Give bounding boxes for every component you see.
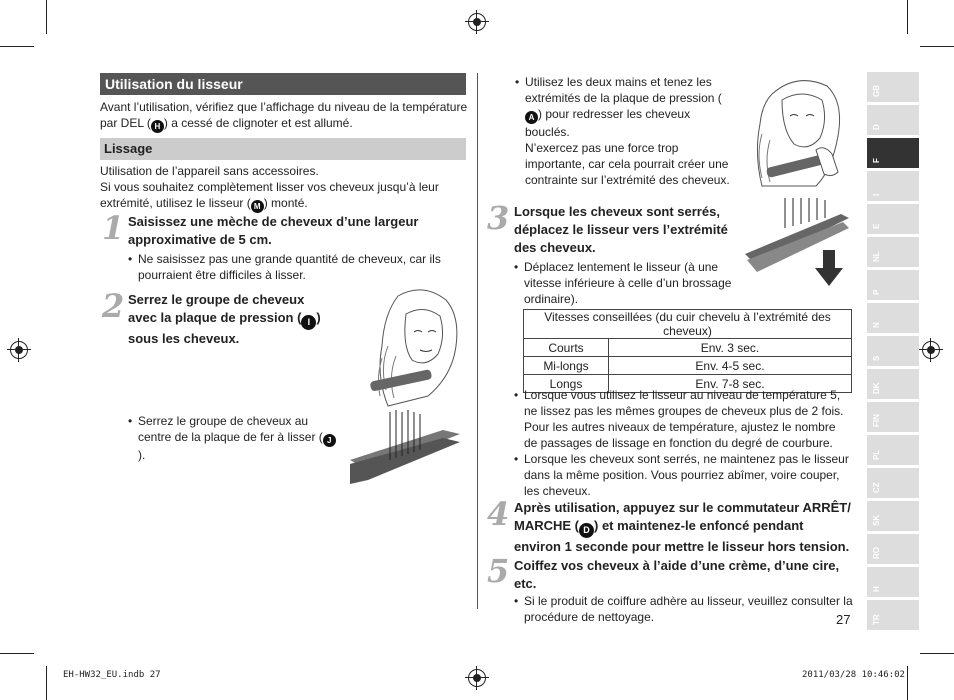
language-tab-label: S [872, 355, 881, 361]
label-badge: I [301, 315, 316, 330]
language-tab-pl[interactable] [867, 435, 919, 465]
language-tab-label: N [872, 322, 881, 328]
step-title: Coiffez vos cheveux à l’aide d’une crème, d’une cire, etc. [514, 558, 840, 591]
step-bullet: • Serrez le groupe de cheveux au centre de la plaque de fer à lisser ( J). [128, 413, 338, 463]
step-number: 2 [102, 287, 125, 325]
table-row: Courts Env. 3 sec. [524, 339, 852, 357]
language-tab-cz[interactable] [867, 468, 919, 498]
language-tab-n[interactable] [867, 303, 919, 333]
language-tabs [867, 72, 919, 633]
registration-mark-icon [468, 13, 486, 31]
step-title: Serrez le groupe de cheveux avec la plaque de pression ( I ) sous les cheveux. [128, 292, 321, 346]
subsection-intro: Utilisation de l’appareil sans accessoires. Si vous souhaitez complètement lisser vos cheveux jusqu’à leur extrémité, utilisez le lisseur ( M ) monté. [100, 164, 439, 211]
language-tab-d[interactable] [867, 105, 919, 135]
registration-mark-icon [10, 341, 28, 359]
registration-mark-icon [468, 669, 486, 687]
table-header: Vitesses conseillées (du cuir chevelu à l’extrémité des cheveux) [524, 310, 852, 339]
language-tab-gb[interactable] [867, 72, 919, 102]
registration-mark-icon [922, 341, 940, 359]
table-row: Mi-longs Env. 4-5 sec. [524, 357, 852, 375]
step-2 [128, 291, 333, 348]
language-tab-label: DK [872, 382, 881, 394]
straightener-arrow-illustration [745, 198, 850, 288]
crop-mark [920, 653, 954, 654]
language-tab-s[interactable] [867, 336, 919, 366]
language-tab-tr[interactable] [867, 600, 919, 630]
label-badge: M [251, 200, 264, 213]
crop-mark [907, 0, 908, 34]
crop-mark [46, 666, 47, 700]
hair-straightening-illustration [368, 286, 468, 408]
language-tab-p[interactable] [867, 270, 919, 300]
language-tab-label: SK [872, 514, 881, 526]
column-divider [477, 73, 478, 609]
footer-timestamp: 2011/03/28 10:46:02 [802, 670, 905, 680]
language-tab-label: D [872, 124, 881, 130]
step-number: 3 [487, 199, 510, 237]
table-header-row [524, 310, 852, 339]
label-badge: H [151, 120, 164, 133]
language-tab-label: NL [872, 251, 881, 262]
language-tab-label: TR [872, 614, 881, 625]
crop-mark [907, 666, 908, 700]
language-tab-dk[interactable] [867, 369, 919, 399]
step-bullet: • Déplacez lentement le lisseur (à une vitesse inférieure à celle d’un brossage ordinaire). [514, 259, 736, 307]
right-intro-bullet: • Utilisez les deux mains et tenez les extrémités de la plaque de pression (A ) pour redresser les cheveux bouclés. N’exercez pas une force trop importante, car cela pourrait créer une contrainte sur l’extrémité des cheveux. [515, 74, 731, 188]
two-hands-illustration [752, 74, 852, 189]
language-tab-h[interactable] [867, 567, 919, 597]
subsection-title: Lissage [100, 138, 466, 160]
notes-list [514, 387, 852, 499]
crop-mark [0, 46, 34, 47]
step-3 [514, 203, 736, 307]
language-tab-i[interactable] [867, 171, 919, 201]
crop-mark [0, 653, 34, 654]
table-row: Longs Env. 7-8 sec. [524, 375, 852, 393]
step-title: Saisissez une mèche de cheveux d’une largeur approximative de 5 cm. [128, 214, 419, 247]
label-badge: A [525, 111, 538, 124]
language-tab-label: F [872, 158, 881, 163]
crop-mark [920, 46, 954, 47]
label-badge: J [323, 434, 336, 447]
language-tab-e[interactable] [867, 204, 919, 234]
language-tab-label: H [872, 586, 881, 592]
language-tab-label: GB [872, 85, 881, 97]
language-tab-fin[interactable] [867, 402, 919, 432]
language-tab-label: P [872, 289, 881, 295]
language-tab-ro[interactable] [867, 534, 919, 564]
list-item: • Lorsque les cheveux sont serrés, ne maintenez pas le lisseur dans la même position. Vous pourriez abîmer, voire couper, les cheveux. [514, 451, 852, 499]
step-1 [128, 213, 463, 283]
language-tab-label: E [872, 223, 881, 229]
intro-text: Avant l’utilisation, vérifiez que l’affichage du niveau de la température par DEL ( H ) a cessé de clignoter et est allumé. [100, 100, 468, 131]
language-tab-nl[interactable] [867, 237, 919, 267]
step-title: Après utilisation, appuyez sur le commutateur ARRÊT/ MARCHE ( D ) et maintenez-le enfoncé pendant environ 1 seconde pour mettre le lisseur hors tension. [514, 500, 851, 554]
step-bullet: • Ne saisissez pas une grande quantité de cheveux, car ils pourraient être difficiles à lisser. [128, 251, 463, 283]
step-5 [514, 557, 854, 625]
step-4 [514, 499, 854, 556]
footer-file-info: EH-HW32_EU.indb 27 [63, 670, 161, 680]
page-number: 27 [836, 612, 851, 627]
section-title: Utilisation du lisseur [100, 73, 466, 95]
language-tab-sk[interactable] [867, 501, 919, 531]
step-number: 4 [487, 495, 510, 533]
recommended-speed-table [523, 309, 852, 393]
step-bullet: • Si le produit de coiffure adhère au lisseur, veuillez consulter la procédure de nettoyage. [514, 593, 854, 625]
language-tab-label: I [872, 193, 881, 196]
step-number: 5 [487, 552, 510, 590]
step-title: Lorsque les cheveux sont serrés, déplacez le lisseur vers l’extrémité des cheveux. [514, 204, 728, 255]
language-tab-label: RO [872, 547, 881, 559]
language-tab-label: FIN [872, 414, 881, 427]
straightener-plate-illustration [348, 410, 463, 488]
crop-mark [46, 0, 47, 34]
language-tab-f[interactable] [867, 138, 919, 168]
language-tab-label: PL [872, 449, 881, 460]
label-badge: D [579, 523, 594, 538]
list-item: • Lorsque vous utilisez le lisseur au niveau de température 5, ne lissez pas les mêmes groupes de cheveux plus de 2 fois. Pour les autres niveaux de température, ajustez le nombre de passages de lissage en fonction du degré de courbure. [514, 387, 852, 451]
language-tab-label: CZ [872, 482, 881, 493]
step-number: 1 [102, 209, 125, 247]
